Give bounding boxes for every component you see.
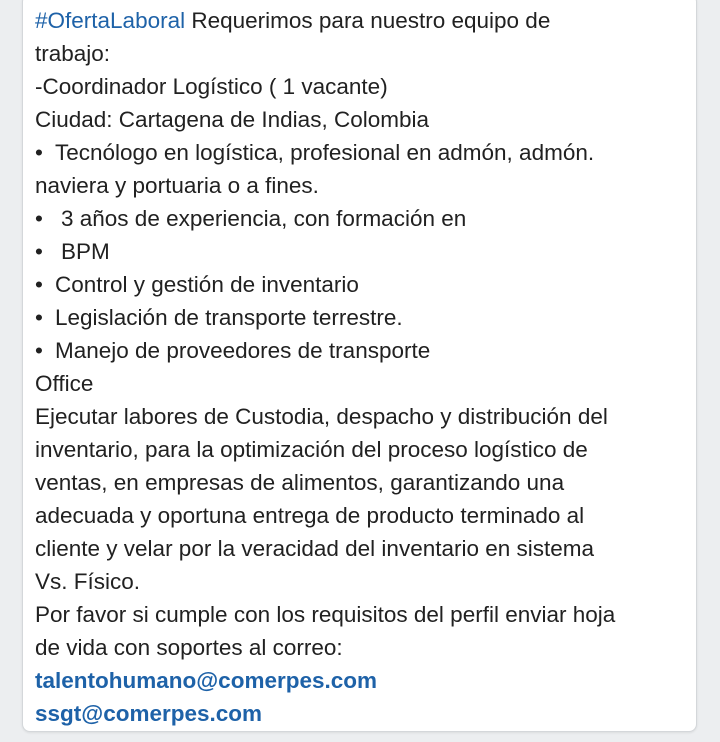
requirement-4: [35, 268, 695, 301]
position-title: -Coordinador Logístico ( 1 vacante): [35, 74, 388, 99]
description-line-5: cliente y velar por la veracidad del inventario en sistema: [35, 536, 595, 561]
description-line-2: inventario, para la optimización del proceso logístico de: [35, 437, 588, 462]
description-line-1: Ejecutar labores de Custodia, despacho y distribución del: [35, 404, 608, 429]
bullet-icon: •: [35, 239, 43, 264]
requirement-6: [35, 334, 695, 367]
bullet-icon: •: [35, 338, 43, 363]
apply-line-2: de vida con soportes al correo:: [35, 635, 343, 660]
bullet-icon: •: [35, 305, 43, 330]
bullet-icon: •: [35, 206, 43, 231]
hashtag-link[interactable]: #OfertaLaboral: [35, 8, 186, 33]
requirement-1: [35, 136, 695, 169]
city-line: Ciudad: Cartagena de Indias, Colombia: [35, 107, 429, 132]
office-line: Office: [35, 371, 94, 396]
requirement-2: [35, 202, 695, 235]
email-link[interactable]: ssgt@comerpes.com: [35, 701, 263, 726]
bullet-icon: •: [35, 272, 43, 297]
requirement-text: Legislación de transporte terrestre.: [55, 305, 403, 330]
apply-line-1: Por favor si cumple con los requisitos del perfil enviar hoja: [35, 602, 616, 627]
email-link-talento: [35, 664, 695, 697]
requirement-text: Tecnólogo en logística, profesional en admón, admón.: [55, 140, 595, 165]
intro-line-2: trabajo:: [35, 41, 111, 66]
requirement-3: [35, 235, 695, 268]
post-text: [35, 4, 695, 730]
requirement-1-cont: naviera y portuaria o a fines.: [35, 173, 319, 198]
intro-text: Requerimos para nuestro equipo de: [185, 8, 551, 33]
description-line-3: ventas, en empresas de alimentos, garantizando una: [35, 470, 565, 495]
requirement-5: [35, 301, 695, 334]
email-link-ssgt: [35, 697, 695, 730]
requirement-text: Control y gestión de inventario: [55, 272, 359, 297]
intro-line: [35, 4, 695, 37]
bullet-icon: •: [35, 140, 43, 165]
requirement-text: BPM: [61, 239, 110, 264]
email-link[interactable]: talentohumano@comerpes.com: [35, 668, 378, 693]
requirement-text: 3 años de experiencia, con formación en: [61, 206, 467, 231]
description-line-4: adecuada y oportuna entrega de producto terminado al: [35, 503, 585, 528]
requirement-text: Manejo de proveedores de transporte: [55, 338, 431, 363]
description-line-6: Vs. Físico.: [35, 569, 141, 594]
